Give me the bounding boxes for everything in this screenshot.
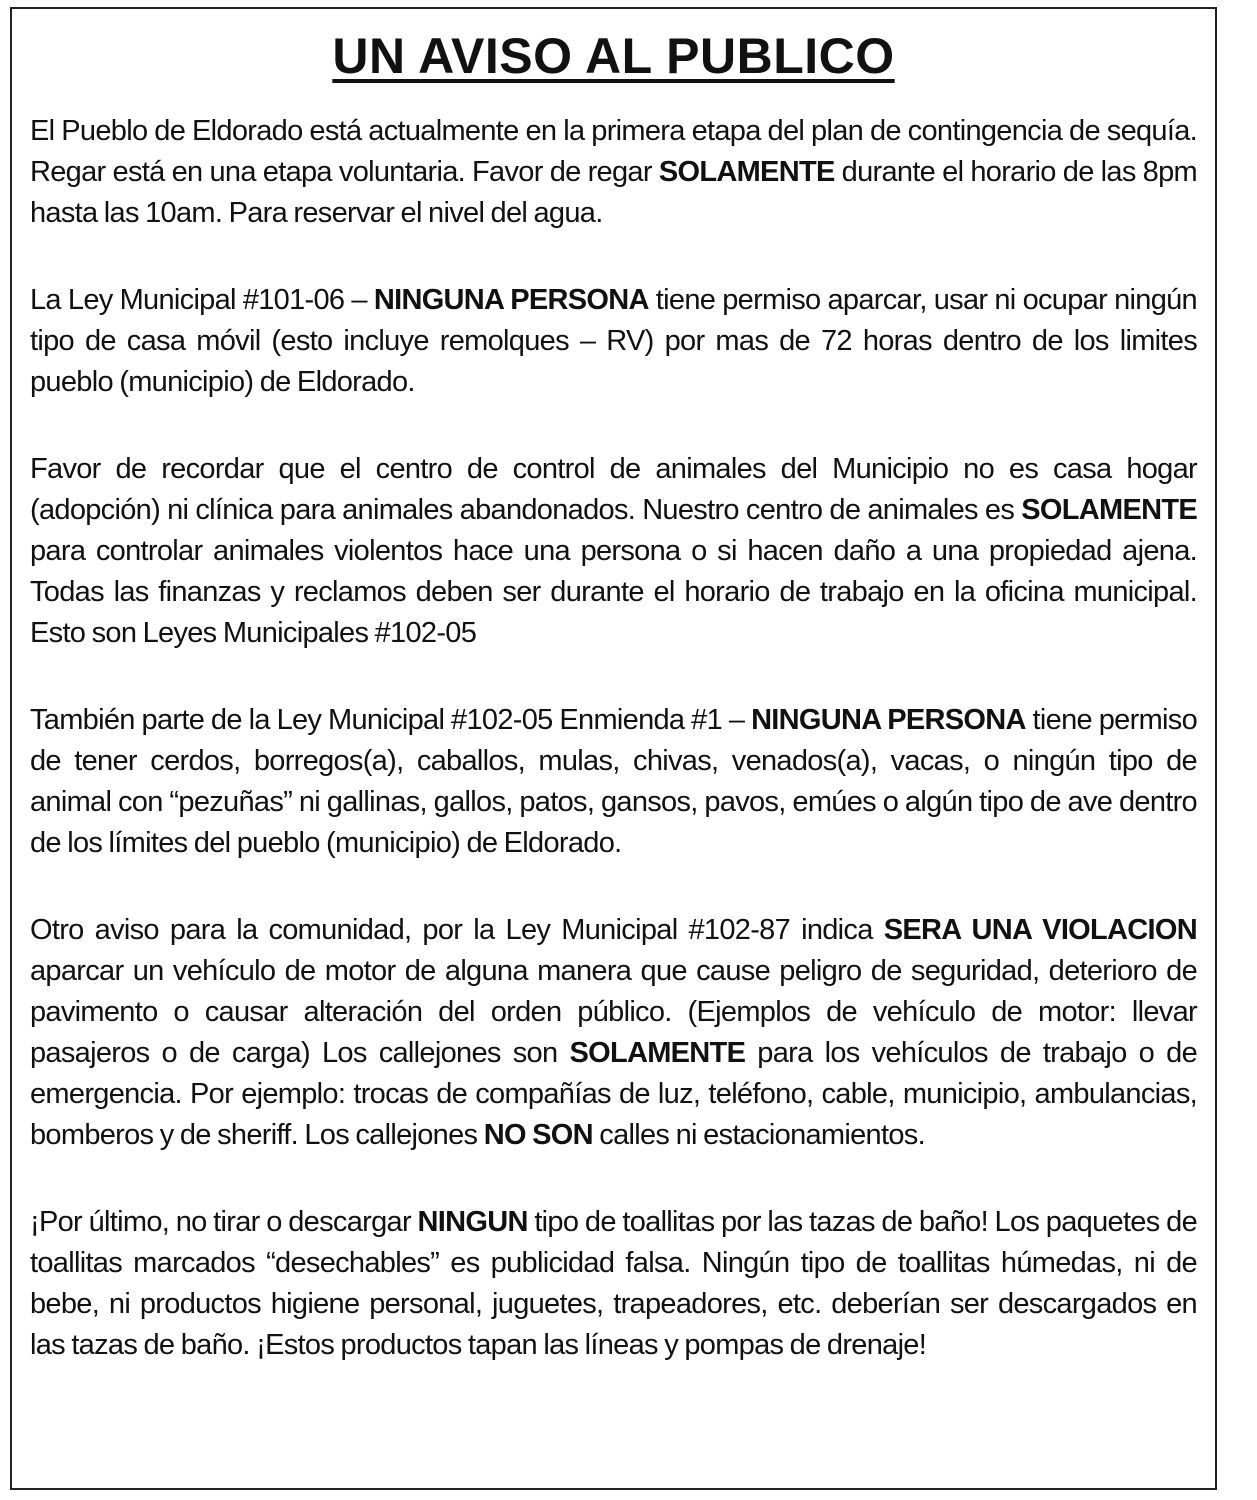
paragraph-text: calles ni estacionamientos. — [592, 1119, 925, 1151]
paragraph-text: Favor de recordar que el centro de control de animales del Municipio no es casa hogar (adopción) ni clínica para animales abandonados. Nuestro centro de animales es — [30, 453, 1197, 526]
notice-paragraph — [30, 700, 1197, 864]
paragraph-text: durante el horario de las 8pm hasta las 10am. Para reservar el nivel del agua. — [30, 156, 1197, 229]
emphasis-text: NINGUNA PERSONA — [373, 284, 649, 316]
emphasis-text: SERA UNA VIOLACION — [883, 914, 1197, 946]
paragraph-text: La Ley Municipal #101-06 – — [30, 284, 374, 316]
emphasis-text: SOLAMENTE — [569, 1037, 746, 1069]
paragraph-text: ¡Por último, no tirar o descargar — [30, 1206, 418, 1238]
notice-title — [30, 27, 1197, 85]
paragraph-text: para controlar animales violentos hace una persona o si hacen daño a una propiedad ajena. Todas las finanzas y reclamos deben ser durante el horario de trabajo en la oficina municipal. Esto son Leyes Municipales #102-05 — [30, 535, 1197, 649]
paragraph-text: Otro aviso para la comunidad, por la Ley Municipal #102-87 indica — [30, 914, 884, 946]
emphasis-text: NO SON — [483, 1119, 593, 1151]
paragraph-text: El Pueblo de Eldorado está actualmente en la primera etapa del plan de contingencia de sequía. Regar está en una etapa voluntaria. Favor de regar — [30, 115, 1197, 188]
paragraph-text: para los vehículos de trabajo o de emergencia. Por ejemplo: trocas de compañías de luz, teléfono, cable, municipio, ambulancias, bomberos y de sheriff. Los callejones — [30, 1037, 1197, 1151]
emphasis-text: NINGUNA PERSONA — [751, 704, 1026, 736]
emphasis-text: SOLAMENTE — [1021, 494, 1197, 526]
emphasis-text: NINGUN — [417, 1206, 528, 1238]
notice-paragraph — [30, 910, 1197, 1156]
notice-paragraph — [30, 111, 1197, 234]
paragraph-text: tipo de toallitas por las tazas de baño! Los paquetes de toallitas marcados “desechables” es publicidad falsa. Ningún tipo de toallitas húmedas, ni de bebe, ni productos higiene personal, juguetes, trapeadores, etc. deberían ser descargados en las tazas de baño. ¡Estos productos tapan las líneas y pompas de drenaje! — [30, 1206, 1197, 1361]
notice-box — [10, 7, 1217, 1490]
notice-paragraph — [30, 449, 1197, 654]
paragraph-text: tiene permiso de tener cerdos, borregos(a), caballos, mulas, chivas, venados(a), vacas, o ningún tipo de animal con “pezuñas” ni gallinas, gallos, patos, gansos, pavos, emúes o algún tipo de ave dentro de los límites del pueblo (municipio) de Eldorado. — [30, 704, 1197, 859]
emphasis-text: SOLAMENTE — [658, 156, 835, 188]
notice-paragraph — [30, 280, 1197, 403]
notice-title-text: UN AVISO AL PUBLICO — [332, 28, 895, 84]
notice-paragraph — [30, 1202, 1197, 1366]
notice-body — [30, 111, 1197, 1366]
paragraph-text: También parte de la Ley Municipal #102-05 Enmienda #1 – — [30, 704, 752, 736]
paragraph-text: aparcar un vehículo de motor de alguna manera que cause peligro de seguridad, deterioro de pavimento o causar alteración del orden público. (Ejemplos de vehículo de motor: llevar pasajeros o de carga) Los callejones son — [30, 955, 1197, 1069]
paragraph-text: tiene permiso aparcar, usar ni ocupar ningún tipo de casa móvil (esto incluye remolques – RV) por mas de 72 horas dentro de los limites pueblo (municipio) de Eldorado. — [30, 284, 1197, 398]
